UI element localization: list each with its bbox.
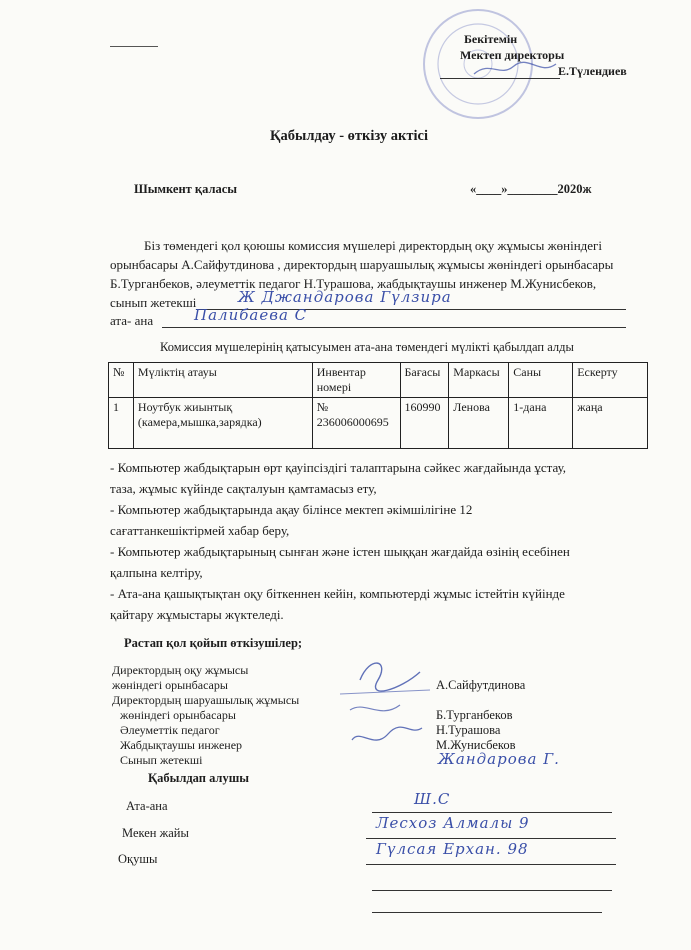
table-caption: Комиссия мүшелерінің қатысуымен ата-ана төмендегі мүлікті қабылдап алды <box>160 340 574 354</box>
approval-line-2: Мектеп директоры <box>460 48 565 62</box>
table-cell: жаңа <box>573 398 648 449</box>
student-handwritten: Гүлсая Ерхан. 98 <box>376 840 529 858</box>
address-handwritten: Лесхоз Алмалы 9 <box>376 814 530 832</box>
director-signature <box>470 56 560 82</box>
teacher-handwritten-name: Ж Джандарова Гүлзира <box>238 288 452 306</box>
condition-line-2: таза, жұмыс күйінде сақталуын қамтамасыз ету, <box>110 481 377 496</box>
intro-line-1: Біз төмендегі қол қоюшы комиссия мүшелері директордың оқу жұмысы жөніндегі <box>144 238 603 253</box>
header-cell: Ескерту <box>573 363 648 398</box>
signers-title: Растап қол қойып өткізушілер; <box>124 636 303 650</box>
top-left-rule <box>110 46 158 47</box>
table-cell: Ноутбук жиынтық (камера,мышка,зарядка) <box>133 398 312 449</box>
deputy-eco-role-2: жөніндегі орынбасары <box>120 708 236 722</box>
intro-line-4: сынып жетекші <box>110 295 197 310</box>
table-cell: 1 <box>109 398 134 449</box>
condition-line-7: - Ата-ана қашықтықтан оқу біткеннен кейін, компьютерді жұмыс істейтін күйінде <box>110 586 565 601</box>
table-row <box>109 398 648 449</box>
deputy-eco-role-1: Директордың шаруашылық жұмысы <box>112 693 300 707</box>
signatures-scribble <box>330 650 440 770</box>
table-cell: 160990 <box>400 398 449 449</box>
extra-line-2 <box>372 912 602 913</box>
deputy-edu-role-1: Директордың оқу жұмысы <box>112 663 249 677</box>
asset-table <box>108 362 648 449</box>
approval-line-3: Е.Түлендиев <box>558 64 627 78</box>
condition-line-5: - Компьютер жабдықтарының сынған және істен шыққан жағдайда өзінің есебінен <box>110 544 570 559</box>
parent-fill-line <box>162 327 626 328</box>
header-cell: Инвентар номері <box>312 363 400 398</box>
table-cell: Ленова <box>449 398 509 449</box>
table-header-row <box>109 363 648 398</box>
header-cell: Маркасы <box>449 363 509 398</box>
name-social: Н.Турашова <box>436 723 501 737</box>
deputy-edu-role-2: жөніндегі орынбасары <box>112 678 228 692</box>
engineer-role: Жабдықтаушы инженер <box>120 738 243 752</box>
parent-sign-line <box>372 812 612 813</box>
social-role: Әлеуметтік педагог <box>120 723 220 737</box>
parent-handwritten-name: Палибаева С <box>194 306 308 324</box>
intro-line-2: орынбасары А.Сайфутдинова , директордың шаруашылық жұмысы жөніндегі орынбасары <box>110 257 614 272</box>
header-cell: Саны <box>509 363 573 398</box>
teacher-signature-name: Жандарова Г. <box>438 750 560 768</box>
name-engineer: М.Жунисбеков <box>436 738 516 752</box>
receivers-title: Қабылдап алушы <box>148 771 250 785</box>
header-cell: Мүліктің атауы <box>133 363 312 398</box>
intro-line-5: ата- ана <box>110 313 154 328</box>
name-edu: А.Сайфутдинова <box>436 678 526 692</box>
table-cell: 1-дана <box>509 398 573 449</box>
name-eco: Б.Турганбеков <box>436 708 513 722</box>
table-cell: № 236006000695 <box>312 398 400 449</box>
condition-line-1: - Компьютер жабдықтарын өрт қауіпсіздігі талаптарына сәйкес жағдайында ұстау, <box>110 460 567 475</box>
condition-line-4: сағаттанкешіктірмей хабар беру, <box>110 523 290 538</box>
document-title: Қабылдау - өткізу актісі <box>270 128 429 144</box>
student-line <box>366 864 616 865</box>
approval-line-1: Бекітемін <box>464 32 518 46</box>
teacher-role: Сынып жетекші <box>120 753 203 767</box>
parent-label: Ата-ана <box>126 799 168 813</box>
extra-line-1 <box>372 890 612 891</box>
address-line <box>366 838 616 839</box>
date: «____»________2020ж <box>470 182 592 196</box>
intro-line-3: Б.Турганбеков, әлеуметтік педагог Н.Турашова, жабдықтаушы инженер М.Жунисбеков, <box>110 276 597 291</box>
condition-line-8: қайтару жұмыстары жүктеледі. <box>110 607 284 622</box>
student-label: Оқушы <box>118 852 158 866</box>
address-label: Мекен жайы <box>122 826 189 840</box>
condition-line-6: қалпына келтіру, <box>110 565 203 580</box>
condition-line-3: - Компьютер жабдықтарында ақау білінсе мектеп әкімшілігіне 12 <box>110 502 473 517</box>
header-cell: Бағасы <box>400 363 449 398</box>
header-cell: № <box>109 363 134 398</box>
place: Шымкент қаласы <box>134 182 238 196</box>
parent-signature: Ш.С <box>414 790 451 808</box>
